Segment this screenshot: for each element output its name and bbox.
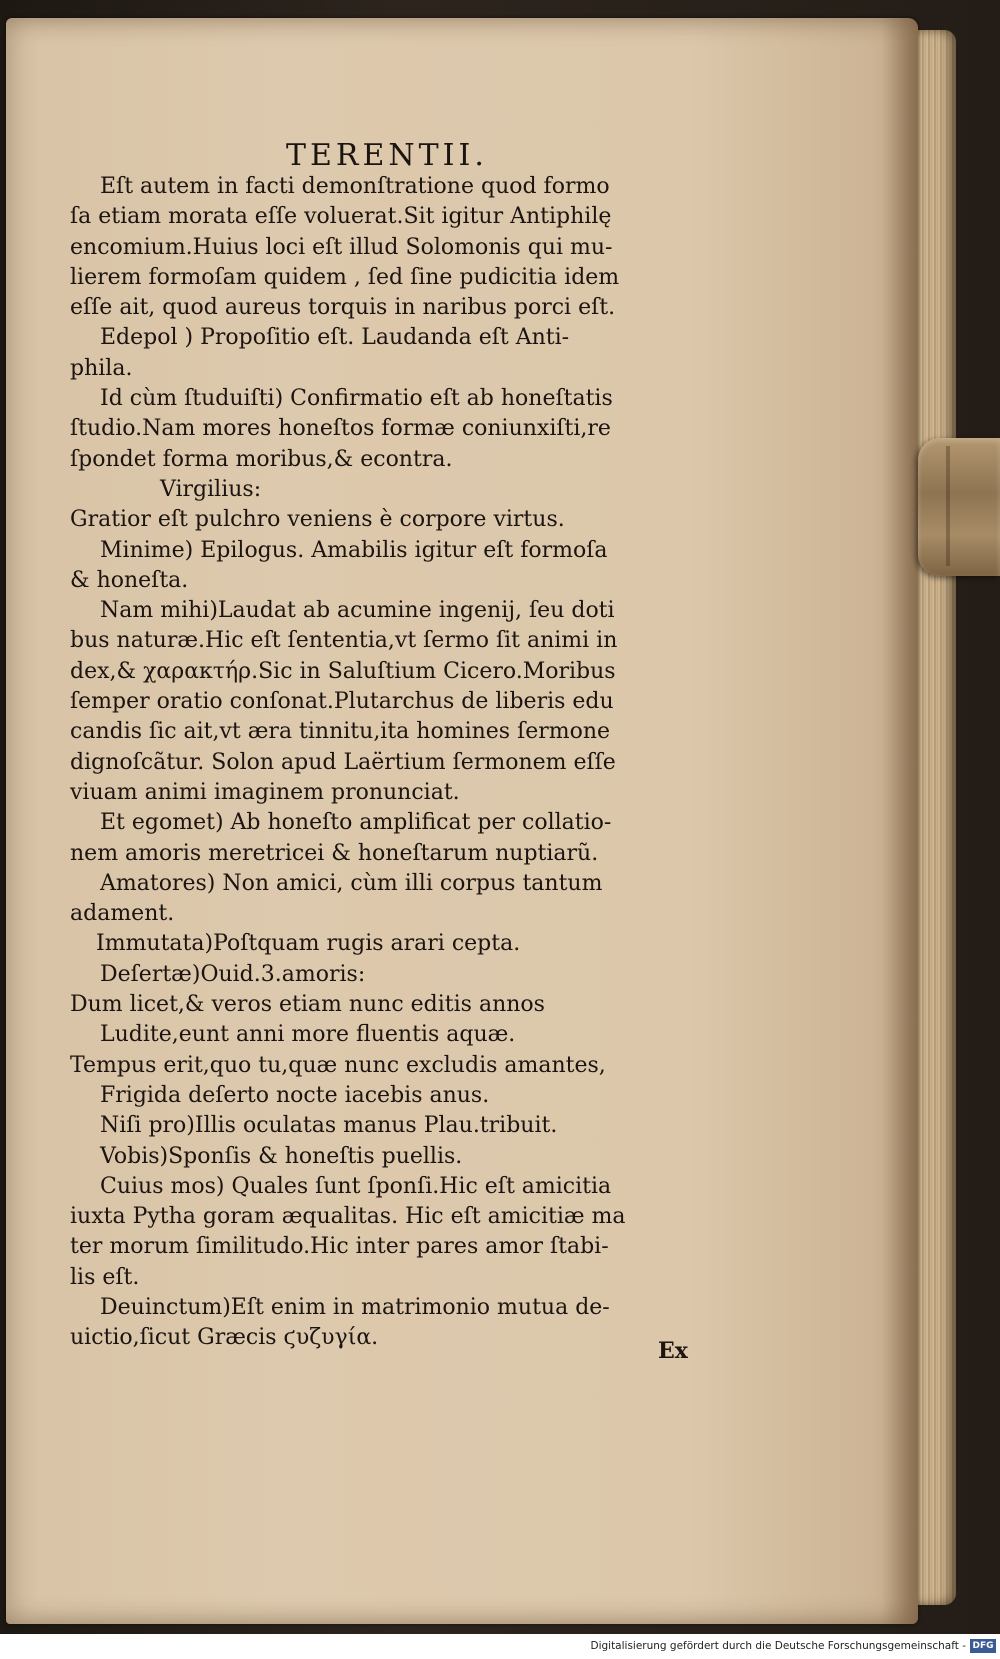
text-line: eſſe ait, quod aureus torquis in naribus porci eſt. bbox=[70, 295, 616, 321]
text-line: ſtudio.Nam mores honeſtos formæ coniunxiſti,re bbox=[70, 416, 611, 442]
text-line: Virgilius: bbox=[160, 476, 262, 502]
text-line: ſa etiam morata eſſe voluerat.Sit igitur Antiphilę bbox=[70, 204, 612, 230]
footer-bar bbox=[0, 1634, 1000, 1659]
text-line: ter morum ſimilitudo.Hic inter pares amor ſtabi- bbox=[70, 1234, 609, 1260]
funding-credit: Digitalisierung gefördert durch die Deutsche Forschungsgemeinschaft - bbox=[590, 1640, 966, 1652]
text-line: Niſi pro)Illis oculatas manus Plau.tribuit. bbox=[100, 1113, 558, 1139]
page-edges bbox=[918, 30, 956, 1605]
book-clasp bbox=[918, 438, 1000, 576]
catchword: Ex bbox=[658, 1338, 688, 1364]
text-line: Edepol ) Propoſitio eſt. Laudanda eſt Anti- bbox=[100, 325, 570, 351]
text-line: Deſertæ)Ouid.3.amoris: bbox=[100, 961, 366, 987]
text-line: Frigida deſerto nocte iacebis anus. bbox=[100, 1082, 490, 1108]
dfg-logo-icon: DFG bbox=[970, 1639, 996, 1653]
running-head: TERENTII. bbox=[286, 138, 488, 173]
text-line: Deuinctum)Eſt enim in matrimonio mutua de- bbox=[100, 1294, 610, 1320]
text-line: Amatores) Non amici, cùm illi corpus tantum bbox=[100, 870, 603, 896]
text-line: Minime) Epilogus. Amabilis igitur eſt formoſa bbox=[100, 537, 608, 563]
text-line: Eſt autem in facti demonſtratione quod formo bbox=[100, 174, 610, 199]
text-line: adament. bbox=[70, 901, 175, 927]
text-line: dex,& χαρακτήρ.Sic in Saluſtium Cicero.Moribus bbox=[70, 658, 616, 684]
text-line: dignoſcãtur. Solon apud Laërtium ſermonem eſſe bbox=[70, 749, 616, 775]
text-line: lis eſt. bbox=[70, 1264, 140, 1290]
text-line: iuxta Pytha goram æqualitas. Hic eſt amicitiæ ma bbox=[70, 1204, 626, 1230]
text-line: Cuius mos) Quales ſunt ſponſi.Hic eſt amicitia bbox=[100, 1173, 612, 1199]
text-line: Immutata)Poſtquam rugis arari cepta. bbox=[96, 931, 521, 957]
text-line: & honeſta. bbox=[70, 567, 189, 593]
text-line: bus naturæ.Hic eſt ſententia,vt ſermo ſit animi in bbox=[70, 628, 618, 654]
text-line: Gratior eſt pulchro veniens è corpore virtus. bbox=[70, 507, 565, 533]
text-line: Dum licet,& veros etiam nunc editis annos bbox=[70, 992, 545, 1018]
text-line: candis ſic ait,vt æra tinnitu,ita homines ſermone bbox=[70, 719, 611, 745]
text-line: Tempus erit,quo tu,quæ nunc excludis amantes, bbox=[70, 1052, 606, 1078]
text-line: Id cùm ſtuduiſti) Confirmatio eſt ab honeſtatis bbox=[100, 386, 613, 412]
text-line: lierem formoſam quidem , ſed ſine pudicitia idem bbox=[70, 264, 620, 290]
text-line: Et egomet) Ab honeſto amplificat per collatio- bbox=[100, 810, 612, 836]
text-line: Ludite,eunt anni more fluentis aquæ. bbox=[100, 1022, 516, 1048]
text-line: Nam mihi)Laudat ab acumine ingenij, ſeu doti bbox=[100, 598, 615, 624]
text-line: ſpondet forma moribus,& econtra. bbox=[70, 446, 453, 472]
text-line: uictio,ſicut Græcis ϛυζυγία. bbox=[70, 1325, 379, 1351]
text-line: Vobis)Sponſis & honeſtis puellis. bbox=[100, 1143, 463, 1169]
text-line: phila. bbox=[70, 355, 133, 381]
text-line: encomium.Huius loci eſt illud Solomonis qui mu- bbox=[70, 234, 613, 260]
page-text-block bbox=[70, 172, 690, 1354]
text-line: viuam animi imaginem pronunciat. bbox=[70, 779, 460, 805]
text-line: nem amoris meretricei & honeſtarum nuptiarũ. bbox=[70, 840, 599, 866]
text-line: ſemper oratio conſonat.Plutarchus de liberis edu bbox=[70, 689, 614, 715]
